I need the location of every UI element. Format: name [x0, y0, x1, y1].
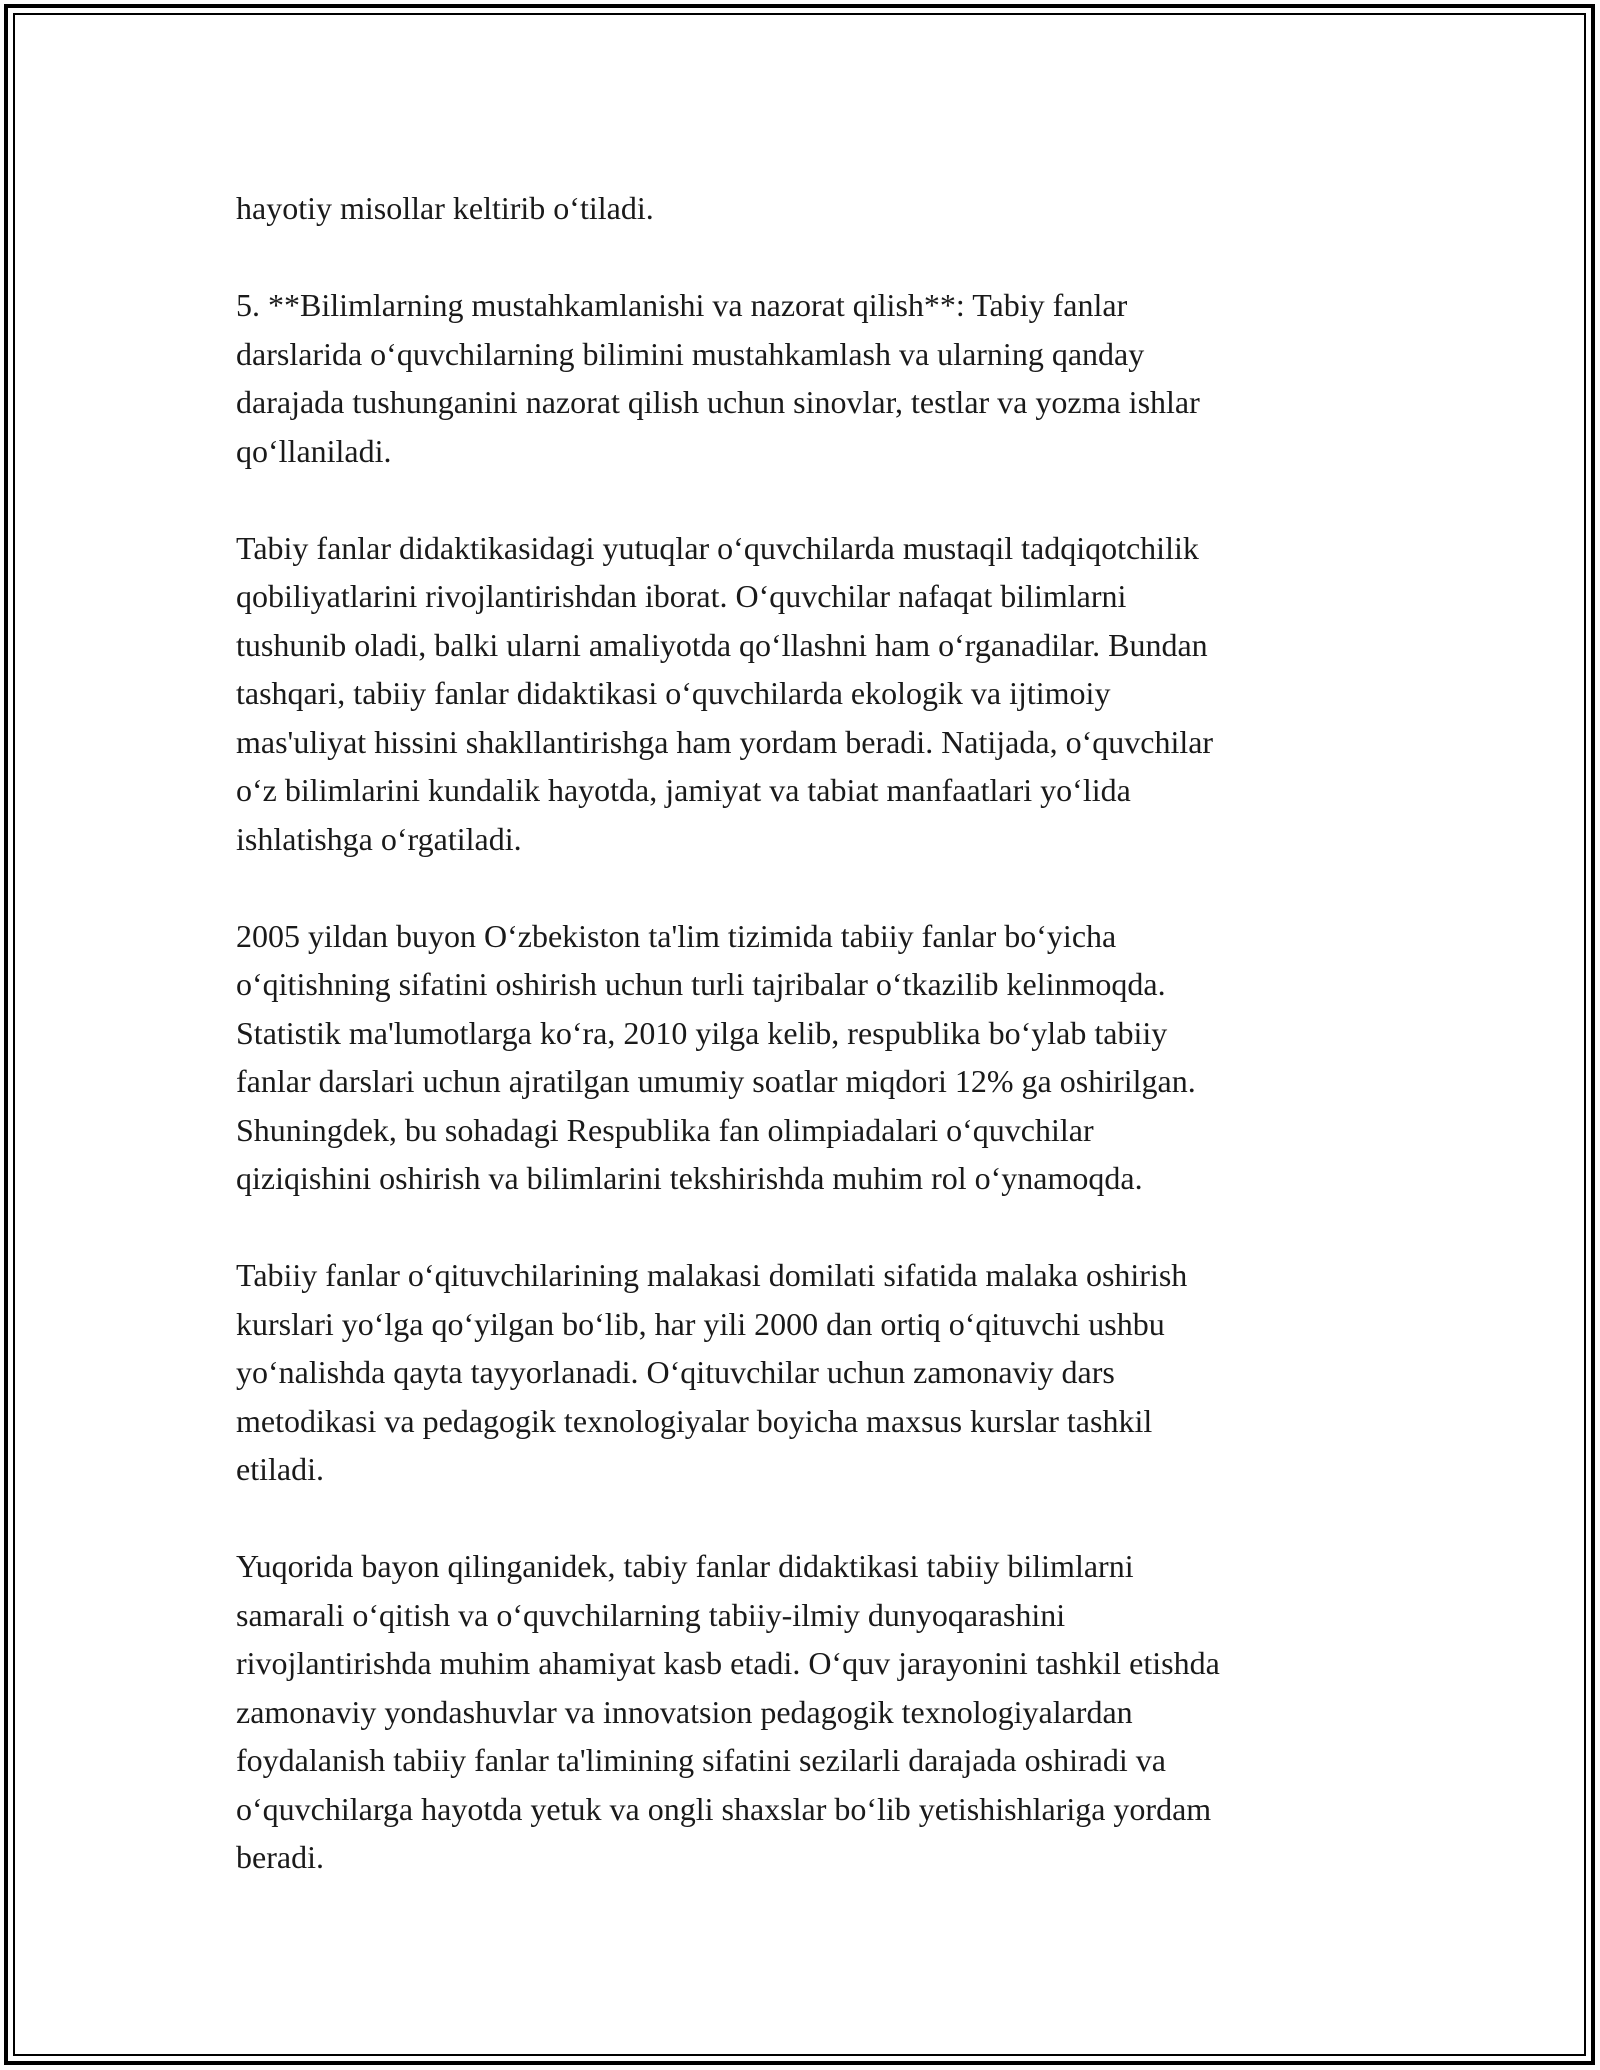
- text-line: Tabiiy fanlar o‘qituvchilarining malakasi domilati sifatida malaka oshirish: [236, 1257, 1188, 1293]
- text-line: o‘z bilimlarini kundalik hayotda, jamiyat va tabiat manfaatlari yo‘lida: [236, 772, 1131, 808]
- text-line: tashqari, tabiiy fanlar didaktikasi o‘quvchilarda ekologik va ijtimoiy: [236, 675, 1111, 711]
- text-line: Shuningdek, bu sohadagi Respublika fan olimpiadalari o‘quvchilar: [236, 1111, 1094, 1148]
- text-line: hayotiy misollar keltirib o‘tiladi.: [236, 190, 654, 226]
- text-line: 2005 yildan buyon O‘zbekiston ta'lim tizimida tabiiy fanlar bo‘yicha: [236, 917, 1117, 954]
- paragraph-didactics-achievements: [236, 524, 1376, 864]
- text-line: mas'uliyat hissini shakllantirishga ham yordam beradi. Natijada, o‘quvchilar: [236, 723, 1214, 760]
- text-line: tushunib oladi, balki ularni amaliyotda qo‘llashni ham o‘rganadilar. Bundan: [236, 626, 1208, 663]
- text-line: darajada tushunganini nazorat qilish uchun sinovlar, testlar va yozma ishlar: [236, 384, 1200, 420]
- paragraph-knowledge-consolidation: [236, 281, 1376, 475]
- paragraph-statistics: [236, 912, 1376, 1203]
- text-line: ishlatishga o‘rgatiladi.: [236, 820, 522, 857]
- text-line: foydalanish tabiiy fanlar ta'limining sifatini sezilarli darajada oshiradi va: [236, 1742, 1166, 1778]
- text-line: darslarida o‘quvchilarning bilimini mustahkamlash va ularning qanday: [236, 335, 1145, 372]
- text-line: qo‘llaniladi.: [236, 432, 392, 469]
- text-line: zamonaviy yondashuvlar va innovatsion pedagogik texnologiyalardan: [236, 1693, 1133, 1730]
- text-line: etiladi.: [236, 1451, 324, 1487]
- text-line: Tabiy fanlar didaktikasidagi yutuqlar o‘quvchilarda mustaqil tadqiqotchilik: [236, 529, 1199, 566]
- paragraph-continuation: [236, 184, 1376, 233]
- text-line: Statistik ma'lumotlarga ko‘ra, 2010 yilga kelib, respublika bo‘ylab tabiiy: [236, 1014, 1168, 1051]
- text-line: beradi.: [236, 1839, 324, 1875]
- text-line: qobiliyatlarini rivojlantirishdan iborat. O‘quvchilar nafaqat bilimlarni: [236, 578, 1127, 614]
- text-line: qiziqishini oshirish va bilimlarini tekshirishda muhim rol o‘ynamoqda.: [236, 1160, 1143, 1196]
- text-line: rivojlantirishda muhim ahamiyat kasb etadi. O‘quv jarayonini tashkil etishda: [236, 1645, 1220, 1681]
- text-line: samarali o‘qitish va o‘quvchilarning tabiiy-ilmiy dunyoqarashini: [236, 1596, 1066, 1633]
- text-line: fanlar darslari uchun ajratilgan umumiy soatlar miqdori 12% ga oshirilgan.: [236, 1063, 1196, 1099]
- text-line: Yuqorida bayon qilinganidek, tabiy fanlar didaktikasi tabiiy bilimlarni: [236, 1548, 1134, 1584]
- text-line: kurslari yo‘lga qo‘yilgan bo‘lib, har yili 2000 dan ortiq o‘qituvchi ushbu: [236, 1305, 1165, 1342]
- text-line: yo‘nalishda qayta tayyorlanadi. O‘qituvchilar uchun zamonaviy dars: [236, 1354, 1115, 1390]
- text-line: 5. **Bilimlarning mustahkamlanishi va nazorat qilish**: Tabiy fanlar: [236, 287, 1128, 323]
- text-line: o‘quvchilarga hayotda yetuk va ongli shaxslar bo‘lib yetishishlariga yordam: [236, 1790, 1212, 1827]
- text-line: o‘qitishning sifatini oshirish uchun turli tajribalar o‘tkazilib kelinmoqda.: [236, 966, 1166, 1002]
- paragraph-conclusion: [236, 1542, 1376, 1882]
- document-body: [236, 184, 1376, 1930]
- paragraph-teacher-training: [236, 1251, 1376, 1494]
- text-line: metodikasi va pedagogik texnologiyalar boyicha maxsus kurslar tashkil: [236, 1402, 1153, 1439]
